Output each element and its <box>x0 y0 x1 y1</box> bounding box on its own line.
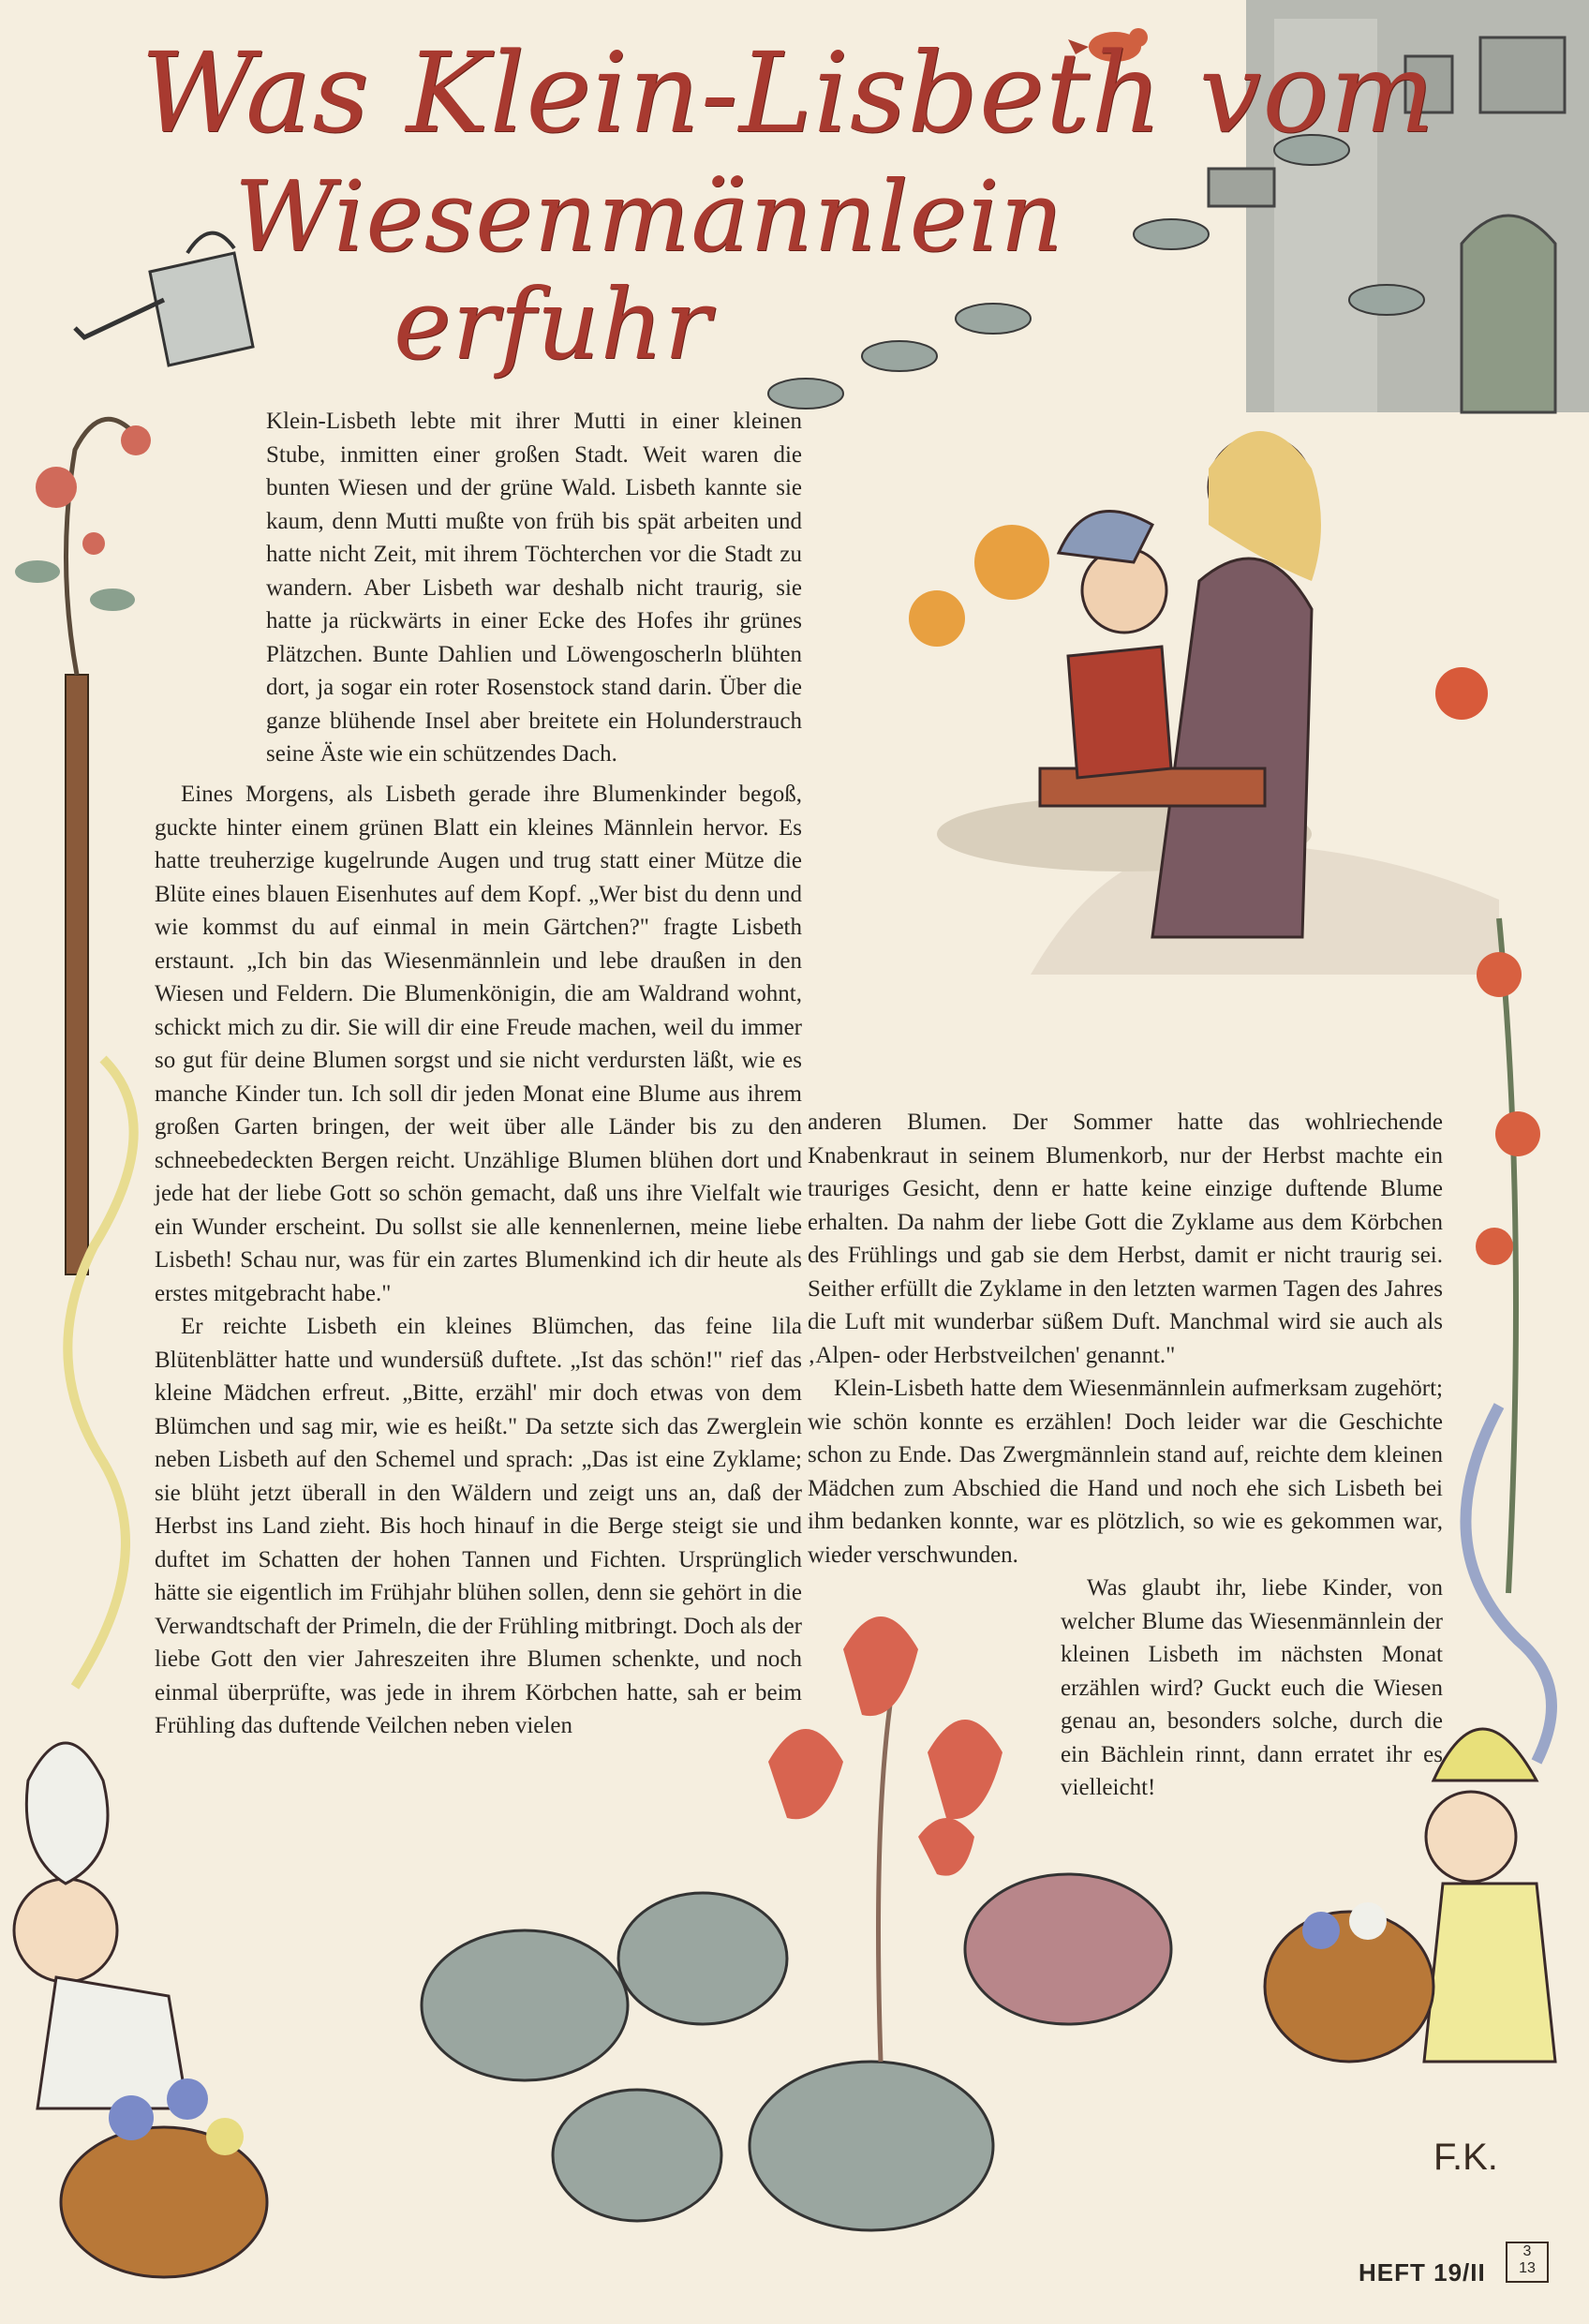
story-paragraph-2: Eines Morgens, als Lisbeth gerade ihre Blumenkinder begoß, guckte hinter einem grünen Blatt ein kleines Männlein hervor. Es hatte treuherzige kugelrunde Augen und trug statt einer Mütze die Blüte eines blauen Eisenhutes auf dem Kopf. „Wer bist du denn und wie kommst du auf einmal in mein Gärtchen?" fragte Lisbeth erstaunt. „Ich bin das Wiesenmännlein und lebe draußen in den Wiesen und Feldern. Die Blumenkönigin, die am Waldrand wohnt, schickt mich zu dir. Sie will dir eine Freude machen, weil du immer so gut für deine Blumen sorgst und sie nicht verdursten läßt, wie es manche Kinder tun. Ich soll dir jeden Monat eine Blume aus ihrem großen Garten bringen, der weit über alle Länder bis zu den schneebedeckten Bergen reicht. Unzählige Blumen blühen dort und jede hat der liebe Gott so schön gemacht, daß uns ihre Vielfalt wie ein Wunder erscheint. Du sollst sie alle kennenlernen, meine liebe Lisbeth! Schau nur, was für ein zartes Blumenkind ich dir heute als erstes mitgebracht habe." <box>155 782 802 1306</box>
story-column-2 <box>808 1106 1443 1805</box>
page-stamp <box>1506 2242 1549 2283</box>
title-line-3: erfuhr <box>394 267 712 381</box>
issue-label: HEFT 19/II <box>1359 2258 1486 2287</box>
story-paragraph-3-continued: anderen Blumen. Der Sommer hatte das wohlriechende Knabenkraut in seinem Blumenkorb, nur der Herbst machte ein trauriges Gesicht, denn er hatte keine einzige duftende Blume erhalten. Da nahm der liebe Gott die Zyklame aus dem Körbchen des Frühlings und gab sie dem Herbst, damit er nicht traurig sei. Seither erfüllt die Zyklame in den letzten warmen Tagen des Jahres die Luft mit wunderbar süßem Duft. Manchmal wird sie auch als ‚Alpen- oder Herbstveilchen' genannt." <box>808 1110 1443 1368</box>
story-column-1a <box>266 405 802 771</box>
artist-signature: F.K. <box>1433 2137 1498 2178</box>
story-column-1b <box>155 778 802 1743</box>
snapdragon-illustration <box>1476 918 1540 1593</box>
title-line-1: Was Klein-Lisbeth vom <box>141 28 1436 157</box>
watering-can-illustration <box>75 233 253 365</box>
title-line-2: Wiesenmännlein <box>234 159 1064 274</box>
stamp-top: 3 <box>1522 2243 1532 2259</box>
garden-scene-illustration <box>909 431 1499 975</box>
story-paragraph-3: Er reichte Lisbeth ein kleines Blümchen, das feine lila Blütenblätter hatte und wundersüß duftete. „Ist das schön!" rief das kleine Mädchen erfreut. „Bitte, erzähl' mir doch etwas von dem Blümchen und sag mir, wie es heißt." Da setzte sich das Zwerglein neben Lisbeth auf den Schemel und sprach: „Das ist eine Zyklame; sie blüht jetzt überall in den Wäldern und zeigt uns an, daß der Herbst ins Land zieht. Bis hoch hinauf in die Berge steigt sie und duftet im Schatten der hohen Tannen und Fichten. Ursprünglich hätte sie eigentlich im Frühjahr blühen sollen, denn sie gehört in die Verwandtschaft der Primeln, die der Frühling mitbringt. Doch als der liebe Gott den vier Jahreszeiten ihre Blumen schenkte, und noch einmal überprüfte, was jede in ihrem Körbchen hatte, sah er beim Frühling das duftende Veilchen neben vielen <box>155 1314 802 1738</box>
stamp-bottom: 13 <box>1519 2260 1536 2276</box>
story-paragraph-5: Was glaubt ihr, liebe Kinder, von welcher Blume das Wiesenmännlein der kleinen Lisbeth im nächsten Monat erzählen wird? Guckt euch die Wiesen genau an, besonders solche, durch die ein Bächlein rinnt, dann erratet ihr es vielleicht! <box>1061 1575 1443 1800</box>
child-with-basket-left-illustration <box>14 1743 267 2277</box>
story-paragraph-1: Klein-Lisbeth lebte mit ihrer Mutti in einer kleinen Stube, inmitten einer großen Stadt. Weit waren die bunten Wiesen und der grüne Wald. Lisbeth kannte sie kaum, denn Mutti mußte von früh bis spät arbeiten und hatte nicht Zeit, mit ihrem Töchterchen vor die Stadt zu wandern. Aber Lisbeth war deshalb nicht traurig, sie hatte ja rückwärts in einer Ecke des Hofes ihr grünes Plätzchen. Bunte Dahlien und Löwengoscherln blühten dort, ja sogar ein roter Rosenstock stand darin. Über die ganze blühende Insel aber breitete ein Holunderstrauch seine Äste wie ein schützendes Dach. <box>266 409 802 767</box>
story-paragraph-4: Klein-Lisbeth hatte dem Wiesenmännlein aufmerksam zugehört; wie schön konnte es erzählen! Doch leider war die Geschichte schon zu Ende. Das Zwergmännlein stand auf, reichte dem kleinen Mädchen zum Abschied die Hand und noch ehe sich Lisbeth bei ihm bedanken konnte, war es plötzlich, so wie es gekommen war, wieder verschwunden. <box>808 1376 1443 1568</box>
